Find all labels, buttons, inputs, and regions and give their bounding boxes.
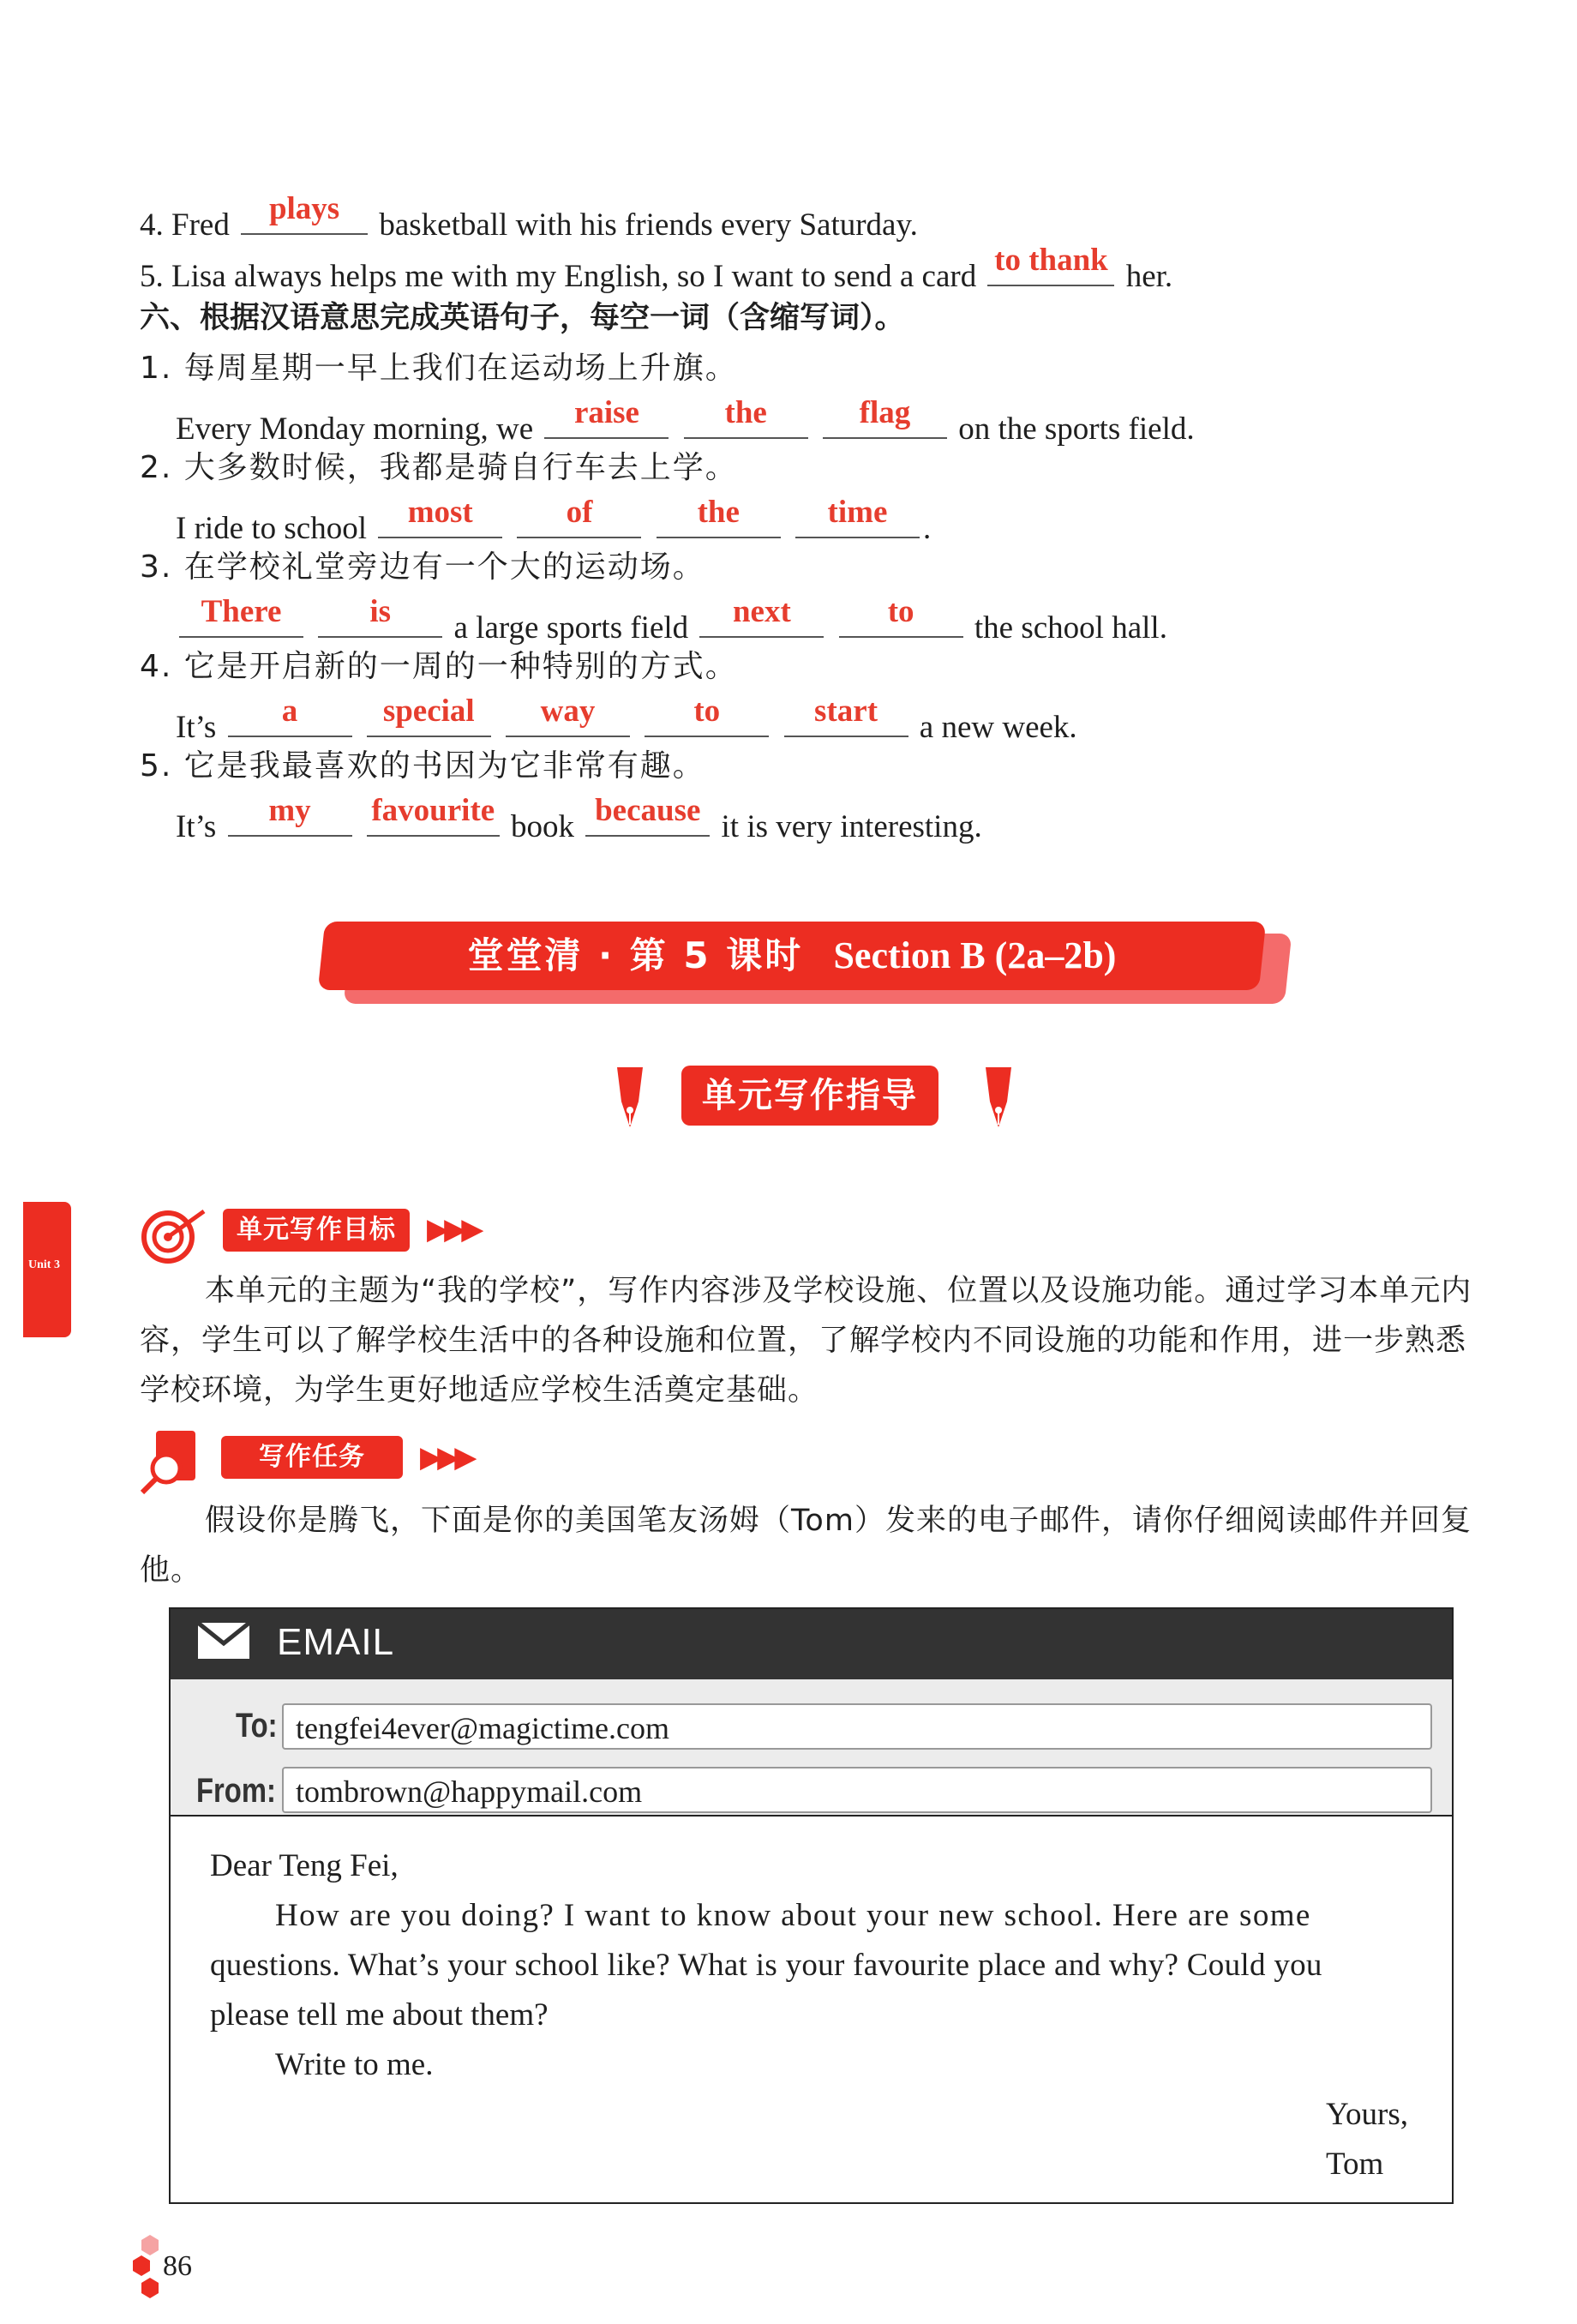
answer-blank <box>585 792 710 837</box>
chinese-prompt: 2. 大多数时候，我都是骑自行车去上学。 <box>140 450 738 485</box>
chinese-prompt: 1. 每周星期一早上我们在运动场上升旗。 <box>140 351 738 386</box>
answer-blank <box>517 494 641 538</box>
email-line: please tell me about them? <box>210 1997 549 2033</box>
answer-blank <box>378 494 502 538</box>
email-line: questions. What’s your school like? What is your favourite place and why? Could you <box>210 1948 1322 1983</box>
answer-text: of <box>566 494 593 530</box>
item-text: It’s <box>176 809 217 844</box>
answer-text: next <box>732 593 791 629</box>
answer-blank <box>987 242 1114 286</box>
answer-text: is <box>369 593 392 629</box>
unit-tab-label: Unit 3 <box>28 1258 60 1271</box>
unit-side-tab <box>23 1202 71 1337</box>
answer-text: a <box>281 693 298 729</box>
item-text: I ride to school <box>176 511 367 546</box>
answer-blank <box>228 792 352 837</box>
answer-blank <box>699 593 824 638</box>
answer-text: to <box>693 693 721 729</box>
chinese-prompt: 5. 它是我最喜欢的书因为它非常有趣。 <box>140 748 705 784</box>
arrows-icon: ▶▶▶ <box>427 1212 479 1246</box>
exercise-item <box>140 242 1173 296</box>
email-closing: Yours, <box>1326 2097 1408 2132</box>
answer-text: most <box>407 494 473 530</box>
exercise-item <box>176 494 932 548</box>
answer-text: because <box>595 792 701 828</box>
answer-text: plays <box>268 190 340 226</box>
answer-text: special <box>382 693 475 729</box>
writing-guide-title: 单元写作指导 <box>681 1066 938 1126</box>
answer-text: to <box>887 593 914 629</box>
answer-text: There <box>201 593 282 629</box>
item-text: a new week. <box>919 710 1077 745</box>
item-text: book <box>511 809 575 844</box>
answer-blank <box>228 693 352 737</box>
to-label: To: <box>236 1707 278 1745</box>
answer-text: time <box>827 494 888 530</box>
item-text: . <box>922 511 932 546</box>
exercise-item <box>176 593 1167 647</box>
task-text: 假设你是腾飞，下面是你的美国笔友汤姆（Tom）发来的电子邮件，请你仔细阅读邮件并回复他。 <box>140 1504 1472 1588</box>
answer-blank <box>367 693 491 737</box>
section-heading: 六、根据汉语意思完成英语句子，每空一词（含缩写词）。 <box>140 301 905 335</box>
item-text: 4. Fred <box>140 207 230 243</box>
email-title: EMAIL <box>277 1621 395 1663</box>
answer-text: flag <box>859 394 911 430</box>
answer-text: the <box>697 494 740 530</box>
answer-blank <box>241 190 368 235</box>
item-text: Every Monday morning, we <box>176 411 534 447</box>
pen-icon <box>968 1063 1020 1132</box>
to-field: tengfei4ever@magictime.com <box>282 1703 1432 1750</box>
answer-text: favourite <box>371 792 495 828</box>
banner-title-cn: 堂堂清 · 第 5 课时 <box>467 934 804 976</box>
chinese-prompt: 3. 在学校礼堂旁边有一个大的运动场。 <box>140 549 705 585</box>
answer-blank <box>795 494 920 538</box>
email-line: Write to me. <box>275 2047 434 2082</box>
email-signature: Tom <box>1326 2147 1384 2182</box>
exercise-item <box>176 693 1077 747</box>
answer-blank <box>645 693 769 737</box>
email-card <box>169 1607 1454 2204</box>
answer-blank <box>544 394 669 439</box>
item-text: on the sports field. <box>958 411 1195 447</box>
email-greeting: Dear Teng Fei, <box>210 1848 399 1883</box>
answer-blank <box>657 494 781 538</box>
item-text: basketball with his friends every Saturday. <box>379 207 918 243</box>
pen-icon <box>600 1063 651 1132</box>
from-label: From: <box>196 1772 276 1810</box>
email-line: How are you doing? I want to know about your new school. Here are some <box>275 1898 1311 1933</box>
item-text: It’s <box>176 710 217 745</box>
exercise-item <box>176 792 982 846</box>
answer-text: to thank <box>994 242 1108 278</box>
answer-blank <box>823 394 947 439</box>
item-text: a large sports field <box>453 610 689 646</box>
exercise-item <box>140 190 918 244</box>
answer-blank <box>179 593 303 638</box>
goal-label: 单元写作目标 <box>223 1209 410 1252</box>
answer-text: way <box>540 693 596 729</box>
page-number: 86 <box>163 2250 192 2282</box>
email-header-bar <box>171 1609 1452 1679</box>
answer-blank <box>318 593 442 638</box>
answer-blank <box>367 792 500 837</box>
target-icon <box>135 1204 213 1264</box>
item-text: 5. Lisa always helps me with my English, so I want to send a card <box>140 259 977 294</box>
chinese-prompt: 4. 它是开启新的一周的一种特别的方式。 <box>140 649 738 684</box>
item-text: the school hall. <box>974 610 1167 646</box>
answer-blank <box>784 693 908 737</box>
answer-text: my <box>268 792 311 828</box>
answer-text: start <box>814 693 878 729</box>
banner-title-en: Section B (2a–2b) <box>833 934 1117 976</box>
arrows-icon: ▶▶▶ <box>420 1440 472 1474</box>
lesson-banner <box>321 922 1294 1004</box>
answer-blank <box>506 693 630 737</box>
magnifier-doc-icon <box>137 1427 206 1496</box>
envelope-icon <box>196 1621 251 1660</box>
answer-text: the <box>724 394 767 430</box>
exercise-item <box>176 394 1195 448</box>
item-text: it is very interesting. <box>721 809 982 844</box>
answer-blank <box>684 394 808 439</box>
email-body <box>171 1815 1452 2202</box>
answer-text: raise <box>573 394 639 430</box>
answer-blank <box>839 593 963 638</box>
task-label: 写作任务 <box>221 1436 403 1479</box>
from-field: tombrown@happymail.com <box>282 1767 1432 1813</box>
item-text: her. <box>1125 259 1173 294</box>
goal-text: 本单元的主题为“我的学校”，写作内容涉及学校设施、位置以及设施功能。通过学习本单元内容，学生可以了解学校生活中的各种设施和位置，了解学校内不同设施的功能和作用，进一步熟悉学校环境，为学生更好地适应学校生活奠定基础。 <box>140 1274 1472 1408</box>
